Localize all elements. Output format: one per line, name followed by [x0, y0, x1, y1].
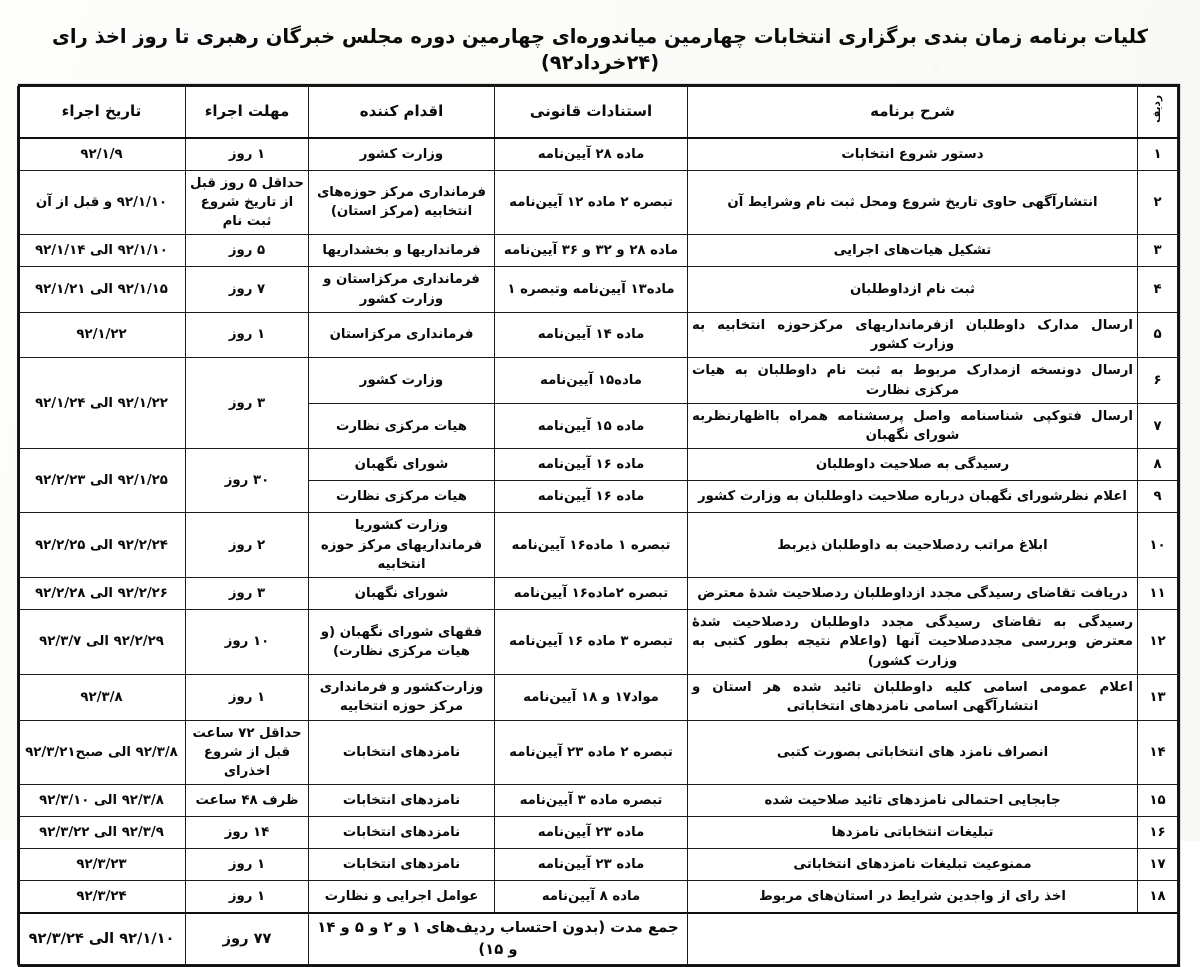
duration-cell: ۳۰ روز — [186, 449, 309, 513]
actor-cell: شورای نگهبان — [309, 449, 495, 481]
duration-cell: حداقل ۵ روز قبل از تاریخ شروع ثبت نام — [186, 170, 309, 235]
legal-basis-cell: ماده ۱۵ آیین‌نامه — [495, 403, 688, 449]
table-row — [18, 578, 1178, 610]
row-number-cell: ۶ — [1138, 358, 1178, 404]
row-number-cell: ۱۵ — [1138, 785, 1178, 817]
description-cell: رسیدگی به تقاضای رسیدگی مجدد داوطلبان ردصلاحیت شدهٔ معترض وبررسی مجددصلاحیت آنها (واعلام نتیجه بطور کتبی به وزارت کشور) — [688, 610, 1138, 675]
actor-cell: وزارت کشور — [309, 138, 495, 170]
table-row — [18, 610, 1178, 675]
page-title: کلیات برنامه زمان بندی برگزاری انتخابات چهارمین میاندوره‌ای چهارمین دوره مجلس خبرگان رهبری تا روز اخذ رای (۲۴خرداد۹۲) — [52, 25, 1148, 75]
date-cell: ۹۲/۳/۲۳ — [18, 849, 186, 881]
description-cell: تشکیل هیات‌های اجرایی — [688, 235, 1138, 267]
legal-basis-cell: ماده۱۵ آیین‌نامه — [495, 358, 688, 404]
actor-cell: فرمانداریها و بخشداریها — [309, 235, 495, 267]
table-row — [18, 312, 1178, 358]
duration-cell: حداقل ۷۲ ساعت قبل از شروع اخذرای — [186, 720, 309, 785]
duration-cell: ۱۰ روز — [186, 610, 309, 675]
actor-cell: هیات مرکزی نظارت — [309, 481, 495, 513]
date-cell: ۹۲/۱/۱۵ الی ۹۲/۱/۲۱ — [18, 267, 186, 313]
duration-cell: ۱ روز — [186, 312, 309, 358]
legal-basis-cell: ماده ۱۶ آیین‌نامه — [495, 449, 688, 481]
actor-cell: نامزدهای انتخابات — [309, 785, 495, 817]
date-cell: ۹۲/۱/۹ — [18, 138, 186, 170]
actor-cell: نامزدهای انتخابات — [309, 817, 495, 849]
duration-cell: ۱ روز — [186, 881, 309, 913]
legal-basis-cell: ماده ۲۸ و ۳۲ و ۳۶ آیین‌نامه — [495, 235, 688, 267]
legal-basis-cell: تبصره ۲ماده۱۶ آیین‌نامه — [495, 578, 688, 610]
row-number-cell: ۱۸ — [1138, 881, 1178, 913]
duration-cell: ۷ روز — [186, 267, 309, 313]
summary-date: ۹۲/۱/۱۰ الی ۹۲/۳/۲۴ — [18, 913, 186, 965]
legal-basis-cell: تبصره ماده ۳ آیین‌نامه — [495, 785, 688, 817]
date-cell: ۹۲/۳/۸ الی ۹۲/۳/۱۰ — [18, 785, 186, 817]
actor-cell: هیات مرکزی نظارت — [309, 403, 495, 449]
description-cell: اعلام نظرشورای نگهبان درباره صلاحیت داوطلبان به وزارت کشور — [688, 481, 1138, 513]
summary-duration: ۷۷ روز — [186, 913, 309, 965]
table-row — [18, 675, 1178, 721]
date-cell: ۹۲/۲/۲۶ الی ۹۲/۲/۲۸ — [18, 578, 186, 610]
row-number-cell: ۸ — [1138, 449, 1178, 481]
column-header-date: تاریخ اجراء — [18, 87, 186, 139]
table-header — [18, 87, 1178, 139]
actor-cell: وزارت‌کشور و فرمانداری مرکز حوزه انتخابیه — [309, 675, 495, 721]
column-header-duration: مهلت اجراء — [186, 87, 309, 139]
actor-cell: وزارت کشوریا فرمانداریهای مرکز حوزه انتخابیه — [309, 513, 495, 578]
actor-cell: وزارت کشور — [309, 358, 495, 404]
duration-cell: ۱ روز — [186, 849, 309, 881]
row-number-cell: ۹ — [1138, 481, 1178, 513]
description-cell: اعلام عمومی اسامی کلیه داوطلبان تائید شده هر استان و انتشارآگهی اسامی نامزدهای انتخاباتی — [688, 675, 1138, 721]
duration-cell: ۲ روز — [186, 513, 309, 578]
description-cell: دستور شروع انتخابات — [688, 138, 1138, 170]
duration-cell: ظرف ۴۸ ساعت — [186, 785, 309, 817]
description-cell: ممنوعیت تبلیغات نامزدهای انتخاباتی — [688, 849, 1138, 881]
summary-label: جمع مدت (بدون احتساب ردیف‌های ۱ و ۲ و ۵ و ۱۴ و ۱۵) — [309, 913, 688, 965]
row-number-cell: ۱۲ — [1138, 610, 1178, 675]
legal-basis-cell: ماده ۸ آیین‌نامه — [495, 881, 688, 913]
actor-cell: نامزدهای انتخابات — [309, 720, 495, 785]
row-number-cell: ۱۰ — [1138, 513, 1178, 578]
row-number-cell: ۱ — [1138, 138, 1178, 170]
legal-basis-cell: ماده ۱۴ آیین‌نامه — [495, 312, 688, 358]
description-cell: جابجایی احتمالی نامزدهای تائید صلاحیت شده — [688, 785, 1138, 817]
description-cell: اخذ رای از واجدین شرایط در استان‌های مربوط — [688, 881, 1138, 913]
table-row — [18, 720, 1178, 785]
description-cell: ارسال فتوکپی شناسنامه واصل پرسشنامه همراه بااظهارنظربه شورای نگهبان — [688, 403, 1138, 449]
column-header-row-number-label: ردیف — [1150, 94, 1163, 123]
legal-basis-cell: تبصره ۱ ماده۱۶ آیین‌نامه — [495, 513, 688, 578]
legal-basis-cell: تبصره ۳ ماده ۱۶ آیین‌نامه — [495, 610, 688, 675]
table-footer — [18, 913, 1178, 965]
duration-cell: ۱ روز — [186, 675, 309, 721]
table-row — [18, 449, 1178, 481]
column-header-row-number — [1138, 87, 1178, 139]
description-cell: ثبت نام ازداوطلبان — [688, 267, 1138, 313]
description-cell: انصراف نامزد های انتخاباتی بصورت کتبی — [688, 720, 1138, 785]
description-cell: تبلیغات انتخاباتی نامزدها — [688, 817, 1138, 849]
row-number-cell: ۱۴ — [1138, 720, 1178, 785]
row-number-cell: ۲ — [1138, 170, 1178, 235]
description-cell: ارسال مدارک داوطلبان ازفرمانداریهای مرکزحوزه انتخابیه به وزارت کشور — [688, 312, 1138, 358]
duration-cell: ۳ روز — [186, 578, 309, 610]
actor-cell: عوامل اجرایی و نظارت — [309, 881, 495, 913]
table-row — [18, 170, 1178, 235]
row-number-cell: ۱۱ — [1138, 578, 1178, 610]
legal-basis-cell: ماده۱۳ آیین‌نامه وتبصره ۱ — [495, 267, 688, 313]
legal-basis-cell: تبصره ۲ ماده ۱۲ آیین‌نامه — [495, 170, 688, 235]
row-number-cell: ۱۷ — [1138, 849, 1178, 881]
legal-basis-cell: ماده ۲۳ آیین‌نامه — [495, 849, 688, 881]
description-cell: رسیدگی به صلاحیت داوطلبان — [688, 449, 1138, 481]
table-row — [18, 881, 1178, 913]
legal-basis-cell: تبصره ۲ ماده ۲۳ آیین‌نامه — [495, 720, 688, 785]
column-header-legal-basis: استنادات قانونی — [495, 87, 688, 139]
description-cell: دریافت تقاضای رسیدگی مجدد ازداوطلبان ردصلاحیت شدهٔ معترض — [688, 578, 1138, 610]
date-cell: ۹۲/۱/۱۰ و قبل از آن — [18, 170, 186, 235]
legal-basis-cell: ماده ۲۸ آیین‌نامه — [495, 138, 688, 170]
legal-basis-cell: مواد۱۷ و ۱۸ آیین‌نامه — [495, 675, 688, 721]
date-cell: ۹۲/۳/۸ الی صبح۹۲/۳/۲۱ — [18, 720, 186, 785]
legal-basis-cell: ماده ۱۶ آیین‌نامه — [495, 481, 688, 513]
table-row — [18, 513, 1178, 578]
schedule-table-container — [18, 84, 1180, 967]
table-row — [18, 235, 1178, 267]
table-row — [18, 785, 1178, 817]
description-cell: ابلاغ مراتب ردصلاحیت به داوطلبان ذیربط — [688, 513, 1138, 578]
legal-basis-cell: ماده ۲۳ آیین‌نامه — [495, 817, 688, 849]
column-header-description: شرح برنامه — [688, 87, 1138, 139]
row-number-cell: ۱۳ — [1138, 675, 1178, 721]
summary-blank-cell — [688, 913, 1178, 965]
actor-cell: نامزدهای انتخابات — [309, 849, 495, 881]
table-row — [18, 817, 1178, 849]
date-cell: ۹۲/۱/۲۲ — [18, 312, 186, 358]
actor-cell: فرمانداری مرکزاستان و وزارت کشور — [309, 267, 495, 313]
date-cell: ۹۲/۲/۲۴ الی ۹۲/۲/۲۵ — [18, 513, 186, 578]
column-header-actor: اقدام کننده — [309, 87, 495, 139]
actor-cell: فرمانداری مرکز حوزه‌های انتخابیه (مرکز استان) — [309, 170, 495, 235]
date-cell: ۹۲/۱/۲۵ الی ۹۲/۲/۲۳ — [18, 449, 186, 513]
description-cell: ارسال دونسخه ازمدارک مربوط به ثبت نام داوطلبان به هیات مرکزی نظارت — [688, 358, 1138, 404]
summary-row — [18, 913, 1178, 965]
duration-cell: ۱ روز — [186, 138, 309, 170]
row-number-cell: ۴ — [1138, 267, 1178, 313]
row-number-cell: ۳ — [1138, 235, 1178, 267]
description-cell: انتشارآگهی حاوی تاریخ شروع ومحل ثبت نام وشرایط آن — [688, 170, 1138, 235]
duration-cell: ۵ روز — [186, 235, 309, 267]
duration-cell: ۳ روز — [186, 358, 309, 449]
table-body — [18, 138, 1178, 913]
table-row — [18, 849, 1178, 881]
actor-cell: فرمانداری مرکزاستان — [309, 312, 495, 358]
actor-cell: فقهای شورای نگهبان (و هیات مرکزی نظارت) — [309, 610, 495, 675]
date-cell: ۹۲/۳/۹ الی ۹۲/۳/۲۲ — [18, 817, 186, 849]
row-number-cell: ۵ — [1138, 312, 1178, 358]
table-row — [18, 358, 1178, 404]
row-number-cell: ۱۶ — [1138, 817, 1178, 849]
election-schedule-table — [17, 86, 1178, 965]
table-row — [18, 267, 1178, 313]
actor-cell: شورای نگهبان — [309, 578, 495, 610]
date-cell: ۹۲/۱/۲۲ الی ۹۲/۱/۲۴ — [18, 358, 186, 449]
duration-cell: ۱۴ روز — [186, 817, 309, 849]
header-row — [18, 87, 1178, 139]
date-cell: ۹۲/۳/۸ — [18, 675, 186, 721]
table-row — [18, 138, 1178, 170]
date-cell: ۹۲/۱/۱۰ الی ۹۲/۱/۱۴ — [18, 235, 186, 267]
row-number-cell: ۷ — [1138, 403, 1178, 449]
date-cell: ۹۲/۳/۲۴ — [18, 881, 186, 913]
date-cell: ۹۲/۲/۲۹ الی ۹۲/۳/۷ — [18, 610, 186, 675]
